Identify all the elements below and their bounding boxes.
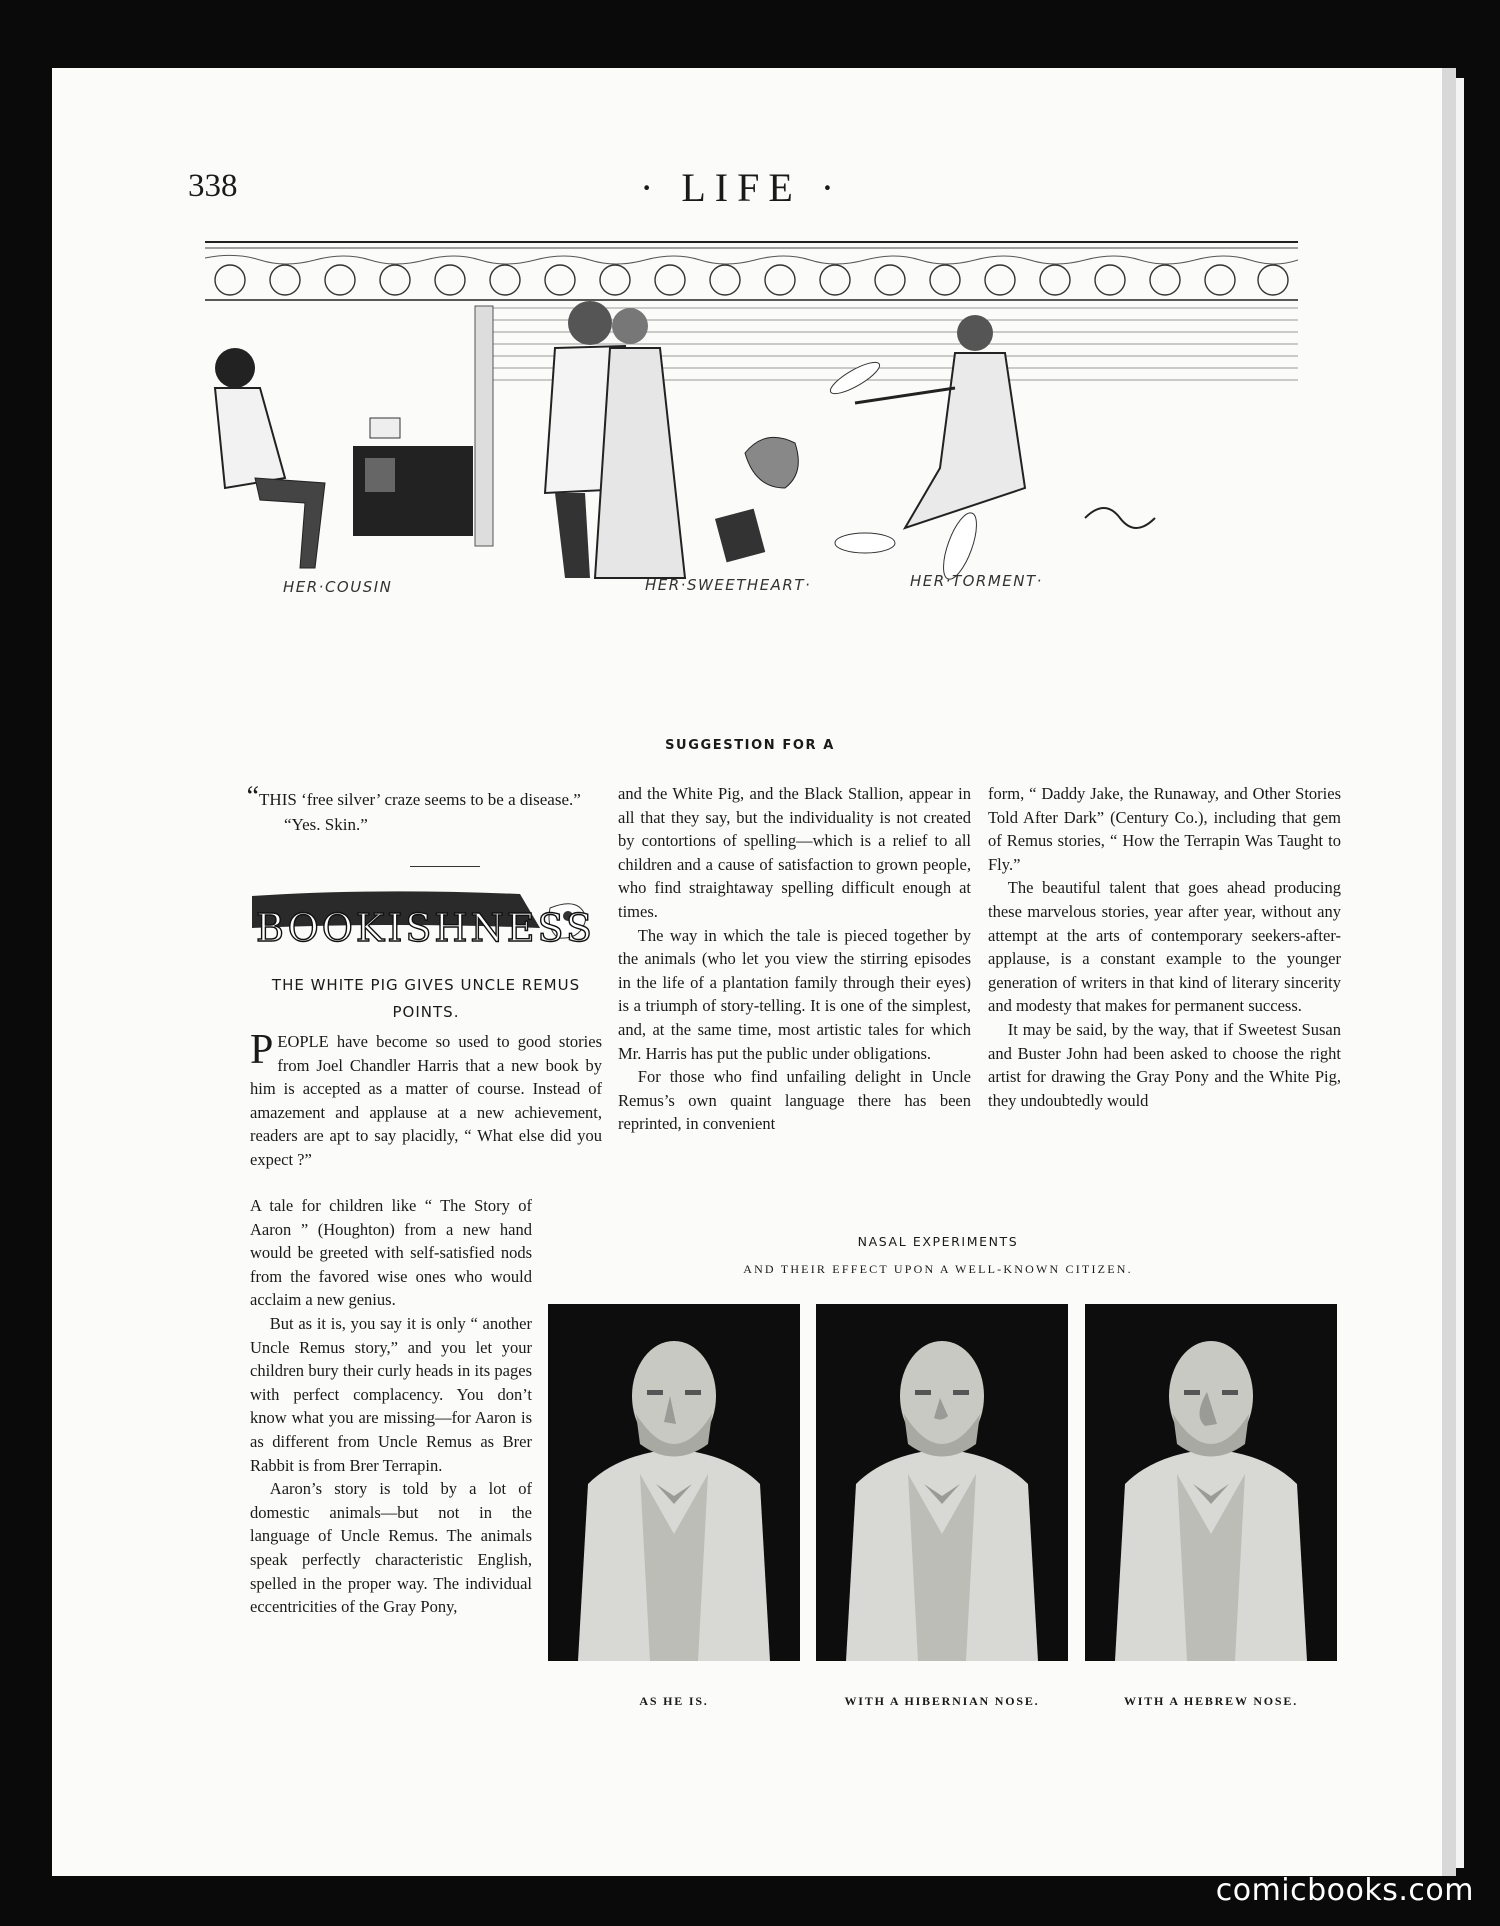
cartoon-drawing [205,228,1298,624]
next-page-edge [1456,78,1464,1868]
divider-rule [410,866,480,867]
bookishness-label: BOOKISHNESS [256,906,595,950]
photo-caption-2: WITH A HIBERNIAN NOSE. [844,1694,1040,1708]
figure-subtitle: AND THEIR EFFECT UPON A WELL-KNOWN CITIZEN. [743,1262,1133,1276]
review-paragraph-2: A tale for children like “ The Story of Aaron ” (Houghton) from a new hand would be greeted with self-satisfied nods from the favored wise ones who would acclaim a new genius. [250,1196,532,1310]
cartoon-label-torment: HER·TORMENT· [910,572,1043,590]
review-column-1-narrow [250,1194,532,1619]
review-paragraph-4: Aaron’s story is told by a lot of domestic animals—but not in the language of Uncle Remus. The animals speak perfectly characteristic English, spelled in the proper way. The individual eccentricities of the Gray Pony, [250,1479,532,1617]
cartoon-caption: SUGGESTION FOR A [665,738,835,753]
photo-caption-1: AS HE IS. [639,1694,709,1708]
review-paragraph-5: and the White Pig, and the Black Stallion, appear in all that they say, but the individuality is not created by contortions of spelling—which is a relief to all children and a cause of satisfaction to grown people, who find straightaway spelling difficult enough at times. [618,784,971,921]
drop-cap: P [250,1027,274,1073]
cartoon-label-cousin: HER·COUSIN [283,578,393,596]
bookishness-heading [250,888,595,954]
review-paragraph-8: form, “ Daddy Jake, the Runaway, and Other Stories Told After Dark” (Century Co.), including that gem of Remus stories, “ How the Terrapin Was Taught to Fly.” [988,784,1341,874]
review-paragraph-1: PEOPLE have become so used to good stories from Joel Chandler Harris that a new book by him is accepted as a matter of course. Instead of amazement and applause at a new achievement, readers are apt to say placidly, “ What else did you expect ?” [250,1027,602,1169]
masthead: · LIFE · [640,165,844,210]
bust-image-2 [816,1304,1068,1661]
page-spine [1442,68,1456,1876]
joke-answer: “Yes. Skin.” [284,815,368,834]
joke-question: “THIS ‘free silver’ craze seems to be a disease.” [246,781,581,812]
cartoon-label-sweetheart: HER·SWEETHEART· [645,576,812,594]
review-paragraph-7: For those who find unfailing delight in Uncle Remus’s own quaint language there has been reprinted, in convenient [618,1067,971,1134]
review-paragraph-3: But as it is, you say it is only “ another Uncle Remus story,” and you let your children bury their curly heads in its pages with perfect complacency. You don’t know what you are missing—for Aaron is as different from Uncle Remus as Brer Rabbit is from Brer Terrapin. [250,1313,532,1475]
review-paragraph-10: It may be said, by the way, that if Sweetest Susan and Buster John had been asked to choose the right artist for drawing the Gray Pony and the White Pig, they undoubtedly would [988,1019,1341,1110]
review-column-1-top [250,1027,602,1172]
bust-image-1 [548,1304,800,1661]
bust-image-3 [1085,1304,1337,1661]
review-column-3 [988,782,1341,1112]
photo-caption-3: WITH A HEBREW NOSE. [1123,1694,1299,1708]
bust-photo-1 [548,1304,800,1661]
page-number: 338 [188,168,238,204]
bust-photo-2 [816,1304,1068,1661]
review-paragraph-6: The way in which the tale is pieced together by the animals (who let you view the stirring episodes in the life of a plantation family through their eyes) is a triumph of story-telling. It is one of the simplest, and, at the same time, most artistic tales for which Mr. Harris has put the public under obligations. [618,925,971,1063]
review-title: THE WHITE PIG GIVES UNCLE REMUS POINTS. [271,976,581,1021]
review-paragraph-9: The beautiful talent that goes ahead producing these marvelous stories, year after year, without any attempt at the arts of contemporary seekers-after-applause, is a constant example to the younger generation of writers in that kind of literary sincerity and modesty that makes for permanent success. [988,878,1341,1016]
bust-photo-3 [1085,1304,1337,1661]
review-column-2 [618,782,971,1136]
cartoon-illustration [205,228,1298,624]
joke [246,781,602,837]
site-watermark: comicbooks.com [1215,1873,1474,1908]
figure-title: NASAL EXPERIMENTS [857,1234,1019,1249]
